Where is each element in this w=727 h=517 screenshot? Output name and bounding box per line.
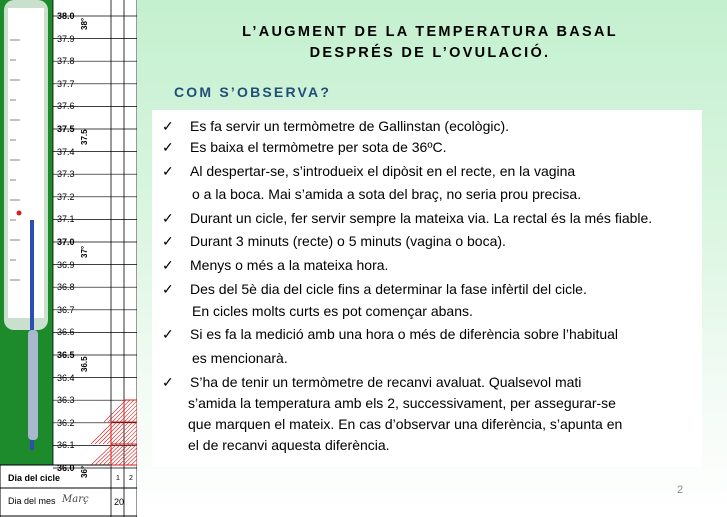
temp-label: 36.6 <box>57 327 75 338</box>
bullet-line: S’ha de tenir un termòmetre de recanvi avaluat. Qualsevol mati <box>190 374 582 390</box>
temp-label: 37.3 <box>57 169 75 180</box>
temp-label: 36.4 <box>57 372 75 383</box>
bullet-line: Durant un cicle, fer servir sempre la mateixa via. La rectal és la més fiable. <box>190 210 653 226</box>
check-icon: ✓ <box>162 281 174 297</box>
bullet-line: Al despertar-se, s’introdueix el dipòsit en el recte, en la vagina <box>190 163 576 179</box>
bullet-line: o a la boca. Mai s’amida a sota del braç, no seria prou precisa. <box>192 186 582 202</box>
bullet-line: En cicles molts curts es pot començar abans. <box>192 303 473 319</box>
page-number: 2 <box>677 484 684 496</box>
bullet-line: Menys o més a la mateixa hora. <box>190 257 389 273</box>
content-box <box>152 110 702 467</box>
bullet-line: s’amida la temperatura amb els 2, successivament, per assegurar-se <box>188 395 616 411</box>
temperature-chart <box>0 0 137 517</box>
temp-label: 36.2 <box>57 417 75 428</box>
cicle-day-2: 2 <box>129 475 133 482</box>
check-icon: ✓ <box>162 233 174 249</box>
slide-subtitle: COM S’OBSERVA? <box>174 84 332 100</box>
check-icon: ✓ <box>162 139 174 155</box>
temp-label: 37.2 <box>57 191 75 202</box>
temp-label: 36.8 <box>57 282 75 293</box>
check-icon: ✓ <box>162 163 174 179</box>
temp-label: 37.7 <box>57 78 75 89</box>
check-icon: ✓ <box>162 326 174 342</box>
bullet-line: Es fa servir un termòmetre de Gallinstan (ecològic). <box>190 118 510 134</box>
hatch-stroke <box>127 422 137 444</box>
slide-title <box>190 22 670 64</box>
bullet-line: es mencionarà. <box>192 350 288 366</box>
temp-label: 38.0 <box>57 11 75 21</box>
title-line-1: L’AUGMENT DE LA TEMPERATURA BASAL <box>242 24 618 40</box>
half-degree-label: 38° <box>80 17 89 30</box>
temp-label: 36.1 <box>57 440 75 451</box>
half-degree-label: 37° <box>80 245 89 258</box>
bullet-line: que marquen el mateix. En cas d’observar una diferència, s’apunta en <box>188 416 623 432</box>
check-icon: ✓ <box>162 257 174 273</box>
title-line-2: DESPRÉS DE L’OVULACIÓ. <box>309 45 551 61</box>
bullet-line: Es baixa el termòmetre per sota de 36ºC. <box>190 139 447 155</box>
check-icon: ✓ <box>162 118 174 134</box>
bullet-line: el de recanvi aquesta diferència. <box>188 437 390 453</box>
temp-label: 37.4 <box>57 146 75 157</box>
temp-label: 37.1 <box>57 214 75 225</box>
mes-day: 20 <box>114 497 125 507</box>
bullet-line: Durant 3 minuts (recte) o 5 minuts (vagina o boca). <box>190 233 506 249</box>
hatch-stroke <box>127 444 137 465</box>
temp-label: 37.0 <box>57 237 75 247</box>
temp-label: 37.6 <box>57 101 75 112</box>
dia-mes-label: Dia del mes <box>8 496 56 506</box>
temp-label: 37.5 <box>57 124 75 134</box>
half-degree-label: 37.5 <box>80 129 89 145</box>
check-icon: ✓ <box>162 210 174 226</box>
temp-label: 37.8 <box>57 56 75 67</box>
check-icon: ✓ <box>162 374 174 390</box>
temp-label: 36.0 <box>57 463 75 473</box>
temp-label: 36.3 <box>57 395 75 406</box>
half-degree-label: 36° <box>80 465 89 478</box>
bullet-line: Si es fa la medició amb una hora o més de diferència sobre l’habitual <box>190 326 619 342</box>
temp-label: 37.9 <box>57 33 75 44</box>
dia-cicle-label: Dia del cicle <box>8 473 61 483</box>
cicle-day-1: 1 <box>116 475 120 482</box>
temp-label: 36.9 <box>57 259 75 270</box>
half-degree-label: 36.5 <box>80 356 89 372</box>
bullet-line: Des del 5è dia del cicle fins a determinar la fase infèrtil del cicle. <box>190 281 587 297</box>
temp-label: 36.5 <box>57 350 75 360</box>
temp-label: 36.7 <box>57 304 75 315</box>
mes-handwritten: Març <box>62 494 89 505</box>
